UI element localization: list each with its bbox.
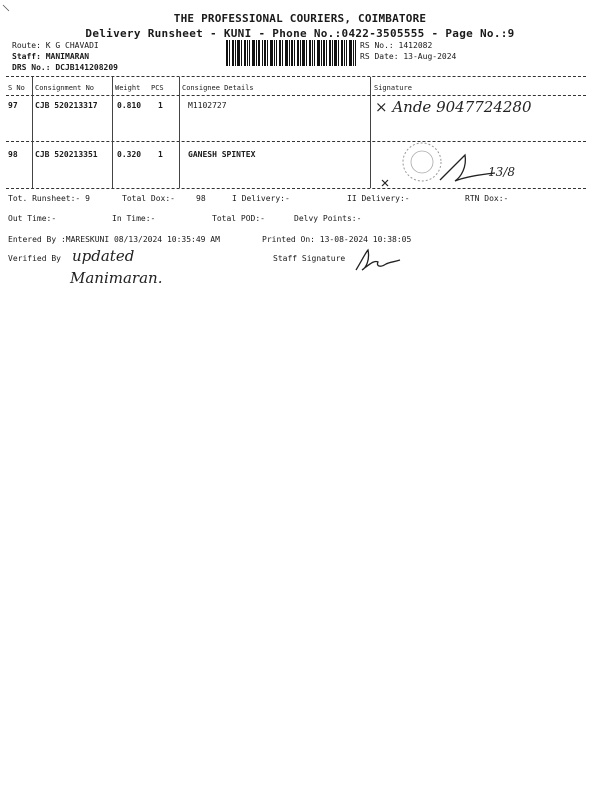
header-sno: S No <box>8 84 25 92</box>
row-pcs: 1 <box>158 101 163 110</box>
table-header-rule <box>6 95 586 96</box>
drs-label: DRS No.: <box>12 63 51 72</box>
rs-no-label: RS No.: <box>360 41 394 50</box>
header-consignee: Consignee Details <box>182 84 254 92</box>
tot-runsheet: Tot. Runsheet:- 9 <box>8 194 90 203</box>
rs-no-value: 1412082 <box>398 41 433 50</box>
handwritten-date-98: 13/8 <box>488 165 515 179</box>
column-divider <box>32 77 33 188</box>
header-weight: Weight <box>115 84 141 92</box>
header-signature: Signature <box>374 84 412 92</box>
route-value: K G CHAVADI <box>45 41 99 50</box>
company-title: THE PROFESSIONAL COURIERS, COIMBATORE <box>173 12 427 25</box>
i-delivery: I Delivery:- <box>232 194 290 203</box>
delvy-points: Delvy Points:- <box>294 214 362 223</box>
out-time: Out Time:- <box>8 214 57 223</box>
drs-value: DCJB141208209 <box>55 63 118 72</box>
total-dox-value: 98 <box>196 194 206 203</box>
row-consignment: CJB 520213317 <box>35 101 98 110</box>
staff-label: Staff: <box>12 52 41 61</box>
total-pod: Total POD:- <box>212 214 265 223</box>
entered-by: Entered By :MARESKUNI 08/13/2024 10:35:49 AM <box>8 235 220 244</box>
route-label: Route: <box>12 41 41 50</box>
handwritten-verifier-name: Manimaran. <box>70 269 163 287</box>
row-consignee: GANESH SPINTEX <box>188 150 256 159</box>
drs-line <box>12 63 118 72</box>
staff-line <box>12 52 89 61</box>
handwritten-verified: updated <box>72 247 135 265</box>
printed-on: Printed On: 13-08-2024 10:38:05 <box>262 235 412 244</box>
row-consignee: M1102727 <box>188 101 227 110</box>
rtn-dox: RTN Dox:- <box>465 194 509 203</box>
in-time: In Time:- <box>112 214 156 223</box>
row-weight: 0.320 <box>117 150 142 159</box>
barcode-image <box>226 40 356 66</box>
row-sno: 97 <box>8 101 18 110</box>
table-top-rule <box>6 76 586 77</box>
total-dox-label: Total Dox:- <box>122 194 175 203</box>
row-consignment: CJB 520213351 <box>35 150 98 159</box>
staff-value: MANIMARAN <box>45 52 90 61</box>
row-weight: 0.810 <box>117 101 142 110</box>
company-stamp-icon <box>380 140 540 190</box>
staff-signature-label: Staff Signature <box>273 254 346 263</box>
handwritten-signature-97: × Ande 9047724280 <box>375 98 532 116</box>
ii-delivery: II Delivery:- <box>347 194 410 203</box>
runsheet-subtitle: Delivery Runsheet - KUNI - Phone No.:0422-3505555 - Page No.:9 <box>85 27 515 40</box>
rs-date-line <box>360 52 456 61</box>
column-divider <box>112 77 113 188</box>
row-pcs: 1 <box>158 150 163 159</box>
rs-date-label: RS Date: <box>360 52 399 61</box>
corner-mark-icon <box>2 4 12 14</box>
header-consignment: Consignment No <box>35 84 95 92</box>
column-divider <box>370 77 371 188</box>
verified-by-label: Verified By <box>8 254 61 263</box>
column-divider <box>179 77 180 188</box>
staff-signature-icon <box>352 246 412 276</box>
rs-no-line <box>360 41 432 50</box>
row-sno: 98 <box>8 150 18 159</box>
header-pcs: PCS <box>151 84 164 92</box>
route-line <box>12 41 99 50</box>
rs-date-value: 13-Aug-2024 <box>403 52 457 61</box>
